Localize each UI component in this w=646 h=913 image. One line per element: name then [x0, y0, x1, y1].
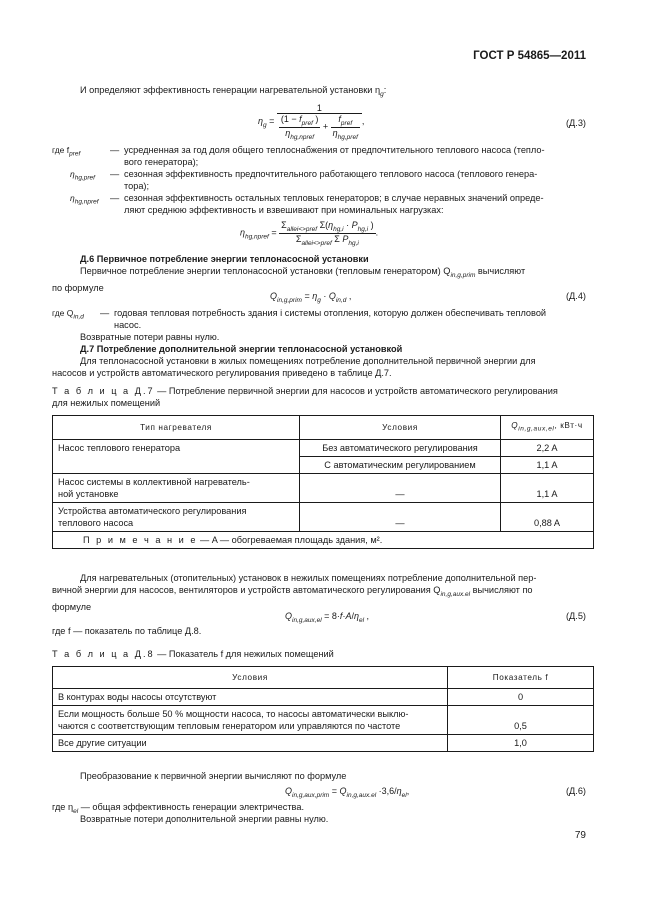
definition-eta-el: где $\eta_{el}$ — общая эффективность генерации электричества.	[52, 802, 304, 815]
table-d8	[52, 666, 594, 752]
formula-d3: $\eta_g$ = 1 $\frac{(1 - f_{pref} )}{\eta_{hg,npref}}$ + $\frac{f_{pref}}{\eta_{hg,pref}}$ ,	[258, 103, 365, 141]
paragraph-efficiency: И определяют эффективность генерации нагревательной установки $\eta_g$:	[80, 85, 387, 98]
document-header: ГОСТ Р 54865—2011	[473, 50, 586, 62]
returnable-losses-2: Возвратные потери дополнительной энергии равны нулю.	[80, 814, 329, 824]
equation-label-d6: (Д.6)	[565, 786, 586, 796]
formula-d4: $Q_{in,g,prim} = \eta_g \cdot Q_{in,d}$ ,	[270, 291, 352, 304]
definition-f-pref: где $f_{pref}$ — усредненная за год доля общего теплоснабжения от предпочтительного теплового насоса (тепло- вого генератора);	[52, 145, 545, 167]
table-d8-caption: Т а б л и ц а Д.8 — Показатель f для нежилых помещений	[52, 649, 334, 659]
table-d8-header-f: Показатель f	[448, 667, 594, 689]
table-d7-header-q: $Q_{in,g,aux,el}$, кВт·ч	[501, 416, 594, 440]
definition-eta-hg-pref: $\eta_{hg,pref}$ — сезонная эффективность предпочтительного работающего теплового насоса (теплового генера- тора);	[70, 169, 538, 191]
table-d7-caption: Т а б л и ц а Д.7 — Потребление первичной энергии для насосов и устройств автоматического регулирования для нежилых помещений	[52, 386, 558, 408]
formula-d6: $Q_{in,g,aux,prim} = Q_{in,g,aux.el} \cdot 3,6/\eta_{el}$,	[285, 786, 410, 799]
table-row: Насос системы в коллективной нагреватель- ной установке — 1,1 A	[53, 474, 594, 503]
table-d7-header-conditions: Условия	[300, 416, 501, 440]
table-row: В контурах воды насосы отсутствуют 0	[53, 689, 594, 706]
paragraph-d7: Для теплонасосной установки в жилых помещениях потребление дополнительной первичной энергии для насосов и устройств автоматического регулирования приведено в таблице Д.7.	[52, 356, 536, 378]
section-d7-title: Д.7 Потребление дополнительной энергии теплонасосной установкой	[80, 344, 403, 354]
table-row: С автоматическим регулированием 1,1 A	[53, 457, 594, 474]
page-number: 79	[574, 830, 586, 841]
equation-label-d4: (Д.4)	[565, 291, 586, 301]
table-d7-header-type: Тип нагревателя	[53, 416, 300, 440]
definition-q-in-d: где $Q_{in,d}$ — годовая тепловая потребность здания i системы отопления, которую должен обеспечивать тепловой насос.	[52, 308, 547, 330]
definition-f: где f — показатель по таблице Д.8.	[52, 626, 202, 636]
formula-weighted-efficiency: $\eta_{hg,npref}$ = $\frac{\Sigma_{allei<>pref} \Sigma(\eta_{hg,i} \cdot P_{hg,i} )}{\Sigma_{allei<>pref} \Sigma P_{hg,i}}$ .	[240, 220, 379, 247]
paragraph-d6: Первичное потребление энергии теплонасосной установки (тепловым генератором) $Q_{in,g,prim}$ вычисляют по формуле	[52, 266, 526, 293]
table-d7	[52, 415, 594, 549]
formula-d5: $Q_{in,g,aux,el} = 8\cdot f\cdot A/\eta_{el}$ ,	[285, 611, 370, 624]
table-row: Если мощность больше 50 % мощности насоса, то насосы автоматически выклю- чаются с соответствующим тепловым генератором или управляются по частоте 0,5	[53, 706, 594, 735]
equation-label-d5: (Д.5)	[565, 611, 586, 621]
table-row: Насос теплового генератора Без автоматического регулирования 2,2 A	[53, 440, 594, 457]
paragraph-conversion: Преобразование к первичной энергии вычисляют по формуле	[80, 771, 347, 781]
equation-label-d3: (Д.3)	[565, 118, 586, 128]
table-d7-note-row: П р и м е ч а н и е — A — обогреваемая площадь здания, м².	[53, 532, 594, 549]
table-row: Все другие ситуации 1,0	[53, 735, 594, 752]
definition-eta-hg-npref: $\eta_{hg,npref}$ — сезонная эффективность остальных тепловых генераторов; в случае неравных значений опреде- ляют среднюю эффективность и взвешивают при номинальных нагрузках:	[70, 193, 544, 215]
table-d8-header-conditions: Условия	[53, 667, 448, 689]
section-d6-title: Д.6 Первичное потребление энергии теплонасосной установки	[80, 254, 369, 264]
paragraph-d7b: Для нагревательных (отопительных) установок в нежилых помещениях потребление дополнительной пер- вичной энергии для насосов, вентиляторов и устройств автоматического регулирования $Q_{in,g,aux.el}$ вычисляют по формуле	[52, 573, 537, 612]
returnable-losses-1: Возвратные потери равны нулю.	[80, 332, 220, 342]
table-row: Устройства автоматического регулирования теплового насоса — 0,88 A	[53, 503, 594, 532]
